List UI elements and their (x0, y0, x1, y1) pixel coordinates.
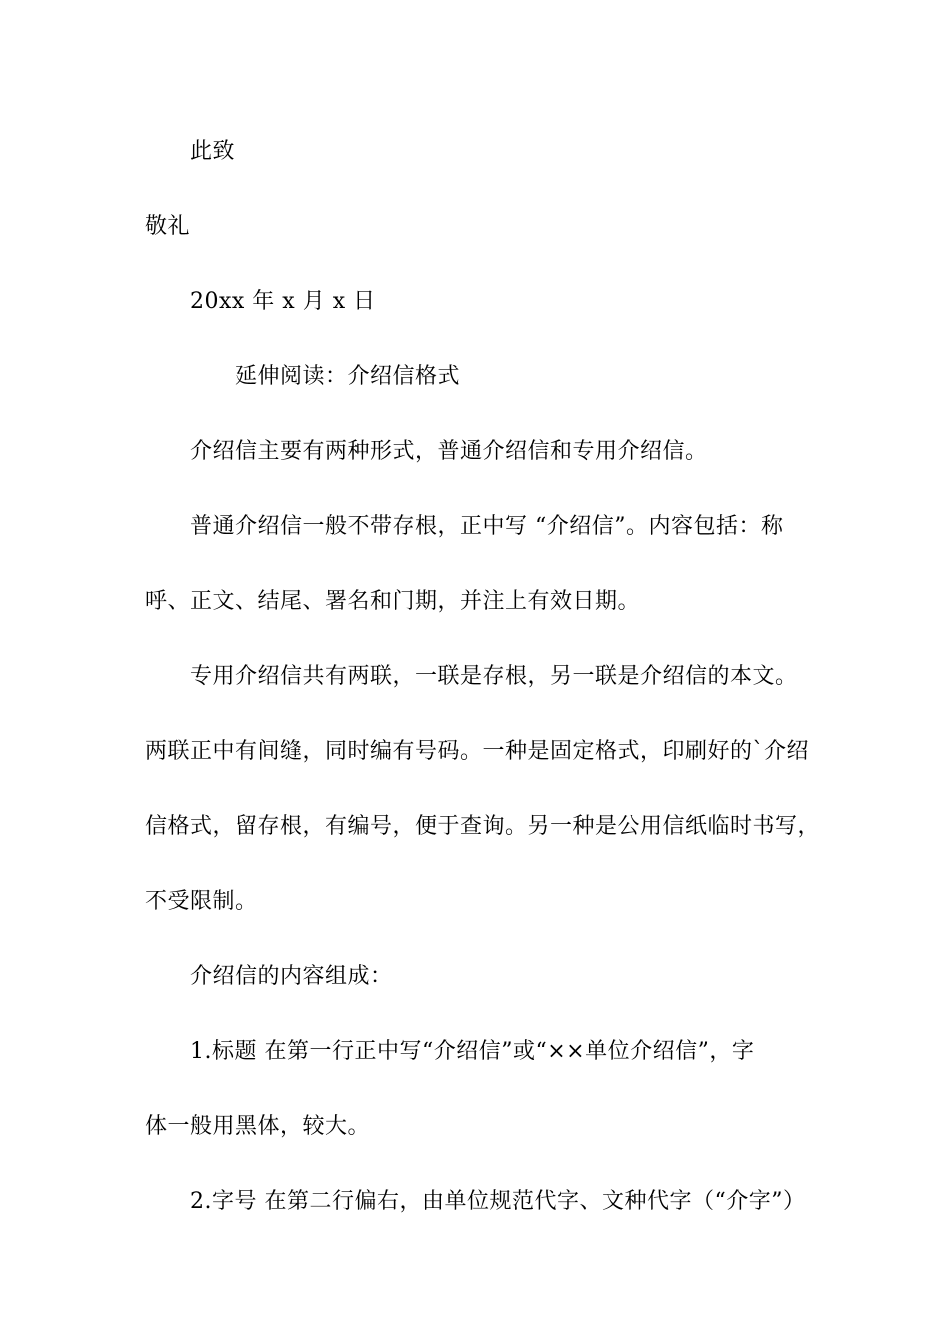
paragraph-line: 呼、正文、结尾、署名和门期，并注上有效日期。 (145, 589, 641, 614)
paragraph-line: 介绍信主要有两种形式，普通介绍信和专用介绍信。 (190, 439, 708, 464)
paragraph-line: 普通介绍信一般不带存根，正中写 “介绍信”。内容包括：称 (190, 514, 784, 539)
closing-regards: 敬礼 (145, 214, 191, 239)
paragraph-line: 不受限制。 (145, 889, 258, 914)
paragraph-line: 介绍信的内容组成： (190, 964, 393, 989)
section-heading: 延伸阅读：介绍信格式 (235, 364, 461, 389)
paragraph-line: 体一般用黑体，较大。 (145, 1114, 371, 1139)
closing-salutation: 此致 (190, 139, 236, 164)
paragraph-line: 两联正中有间缝，同时编有号码。一种是固定格式，印刷好的`介绍 (145, 739, 810, 764)
list-item-number: 2.字号 在第二行偏右，由单位规范代字、文种代字（“介字”） (190, 1189, 806, 1214)
paragraph-line: 专用介绍信共有两联，一联是存根，另一联是介绍信的本文。 (190, 664, 798, 689)
list-item-title: 1.标题 在第一行正中写“介绍信”或“××单位介绍信”，字 (190, 1039, 755, 1064)
paragraph-line: 信格式，留存根，有编号，便于查询。另一种是公用信纸临时书写， (145, 814, 821, 839)
letter-date: 20xx 年 x 月 x 日 (190, 289, 376, 314)
